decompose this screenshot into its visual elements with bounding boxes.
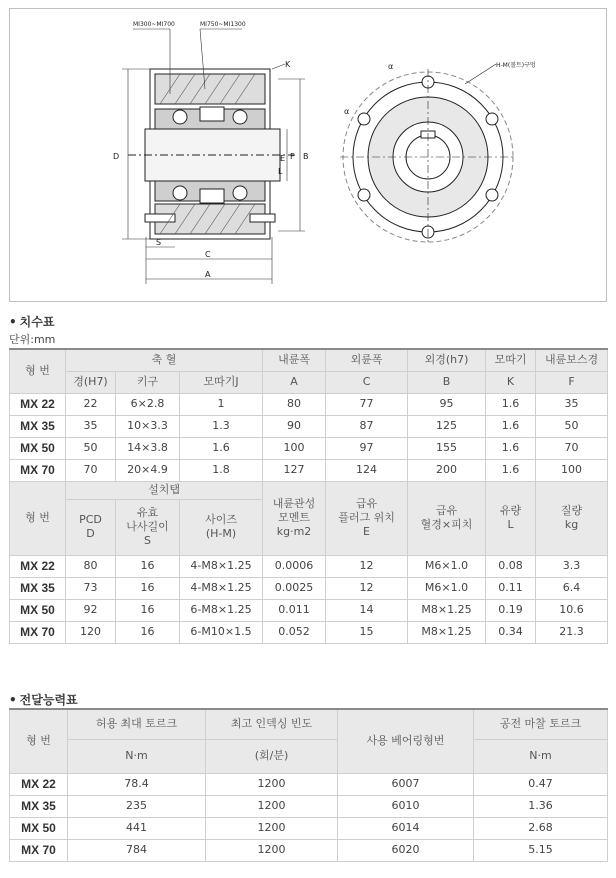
- table-cell: 92: [66, 599, 116, 621]
- capacity-title-text: 전달능력표: [19, 693, 78, 707]
- capacity-table: [9, 708, 608, 862]
- table-cell: 6020: [338, 839, 474, 861]
- table-cell: 16: [116, 555, 180, 577]
- table-cell: 50: [66, 437, 116, 459]
- table-cell: 155: [408, 437, 486, 459]
- technical-drawing: [9, 8, 607, 302]
- header-shaft-hole: 축 혈: [66, 349, 263, 371]
- depth-line-1: 유효: [136, 506, 159, 519]
- table-cell: 0.34: [486, 621, 536, 643]
- label-hm: H-M(볼트)구멍: [496, 62, 536, 69]
- header-outer-width: 외륜폭: [326, 349, 408, 371]
- table-cell: 70: [536, 437, 608, 459]
- header-col-c: C: [326, 371, 408, 393]
- table-cell: 78.4: [68, 773, 206, 795]
- table-cell: 6-M10×1.5: [180, 621, 263, 643]
- inertia-line-2: 모멘트: [278, 511, 310, 524]
- cap-header-idle: 공전 마찰 토르크: [474, 709, 608, 739]
- table-cell: M8×1.25: [408, 599, 486, 621]
- label-alpha: α: [388, 62, 394, 71]
- size-line-2: (H-M): [205, 527, 237, 540]
- table-row: [10, 415, 608, 437]
- table-cell: 120: [66, 621, 116, 643]
- model-cell: MX 70: [10, 621, 66, 643]
- header-col-f: F: [536, 371, 608, 393]
- table-cell: M6×1.0: [408, 577, 486, 599]
- dim-s: S: [156, 238, 162, 247]
- table-cell: 1200: [206, 773, 338, 795]
- unit-label: 단위:mm: [9, 333, 56, 346]
- table-cell: 6×2.8: [116, 393, 180, 415]
- table-cell: 6-M8×1.25: [180, 599, 263, 621]
- table-row: [10, 817, 608, 839]
- table-cell: 20×4.9: [116, 459, 180, 481]
- table-cell: 784: [68, 839, 206, 861]
- header2-oil: [408, 481, 486, 555]
- table-cell: 235: [68, 795, 206, 817]
- dim-c: C: [205, 250, 211, 259]
- header-col-a: A: [263, 371, 326, 393]
- model-cell: MX 50: [10, 437, 66, 459]
- table-cell: 1.3: [180, 415, 263, 437]
- header-model: 형 번: [10, 349, 66, 393]
- table-cell: 0.011: [263, 599, 326, 621]
- table-cell: 0.0025: [263, 577, 326, 599]
- table-cell: 5.15: [474, 839, 608, 861]
- table-cell: 16: [116, 599, 180, 621]
- mass-line-2: kg: [564, 518, 579, 531]
- depth-line-2: 나사길이: [126, 520, 169, 533]
- table-cell: 441: [68, 817, 206, 839]
- dim-d: D: [113, 152, 120, 161]
- header2-pcd: [66, 499, 116, 555]
- table-cell: 6014: [338, 817, 474, 839]
- table-row: [10, 839, 608, 861]
- table-cell: 125: [408, 415, 486, 437]
- table-cell: 0.08: [486, 555, 536, 577]
- inertia-line-3: kg·m2: [276, 525, 312, 538]
- table-cell: 80: [263, 393, 326, 415]
- table-cell: 6.4: [536, 577, 608, 599]
- table-cell: 80: [66, 555, 116, 577]
- cap-unit-idle: N·m: [474, 739, 608, 773]
- table-row: [10, 599, 608, 621]
- dimensions-table: [9, 348, 608, 644]
- dim-e: E: [280, 154, 286, 163]
- table-cell: 100: [536, 459, 608, 481]
- table-cell: 200: [408, 459, 486, 481]
- model-cell: MX 70: [10, 839, 68, 861]
- table-cell: 14×3.8: [116, 437, 180, 459]
- header2-plug: [326, 481, 408, 555]
- header-inner-width: 내륜폭: [263, 349, 326, 371]
- header2-model: 형 번: [10, 481, 66, 555]
- dim-f: F: [290, 152, 295, 161]
- header2-mass: [536, 481, 608, 555]
- header-col-b: B: [408, 371, 486, 393]
- header2-size: [180, 499, 263, 555]
- model-cell: MX 50: [10, 599, 66, 621]
- header2-flow: [486, 481, 536, 555]
- pcd-line-1: PCD: [79, 513, 102, 526]
- table-cell: 100: [263, 437, 326, 459]
- table-cell: 4-M8×1.25: [180, 555, 263, 577]
- oil-line-1: 급유: [435, 504, 458, 517]
- table-cell: 0.47: [474, 773, 608, 795]
- table-cell: 0.11: [486, 577, 536, 599]
- cap-header-index: 최고 인덱싱 빈도: [206, 709, 338, 739]
- table-cell: 10.6: [536, 599, 608, 621]
- table-cell: 1200: [206, 795, 338, 817]
- table-cell: 0.0006: [263, 555, 326, 577]
- header-bore: 경(H7): [66, 371, 116, 393]
- table-cell: 127: [263, 459, 326, 481]
- cap-header-torque: 허용 최대 토르크: [68, 709, 206, 739]
- table-cell: 1.6: [486, 437, 536, 459]
- model-cell: MX 35: [10, 795, 68, 817]
- table-cell: M8×1.25: [408, 621, 486, 643]
- dim-b: B: [303, 152, 309, 161]
- plug-line-2: 플러그 위치: [338, 511, 395, 524]
- dimensions-title-text: 치수표: [19, 315, 55, 329]
- table-cell: 10×3.3: [116, 415, 180, 437]
- capacity-title: [9, 691, 78, 708]
- table-cell: 35: [536, 393, 608, 415]
- model-cell: MX 35: [10, 415, 66, 437]
- table-cell: 22: [66, 393, 116, 415]
- table-cell: 2.68: [474, 817, 608, 839]
- header2-mount-tap: 설치탭: [66, 481, 263, 499]
- table-cell: 1.8: [180, 459, 263, 481]
- table-cell: 97: [326, 437, 408, 459]
- model-cell: MX 22: [10, 555, 66, 577]
- label-mi-b: MI750~MI1300: [200, 21, 246, 28]
- inertia-line-1: 내륜관성: [272, 497, 316, 510]
- cap-unit-torque: N·m: [68, 739, 206, 773]
- table-cell: 14: [326, 599, 408, 621]
- size-line-1: 사이즈: [205, 513, 237, 526]
- table-row: [10, 437, 608, 459]
- table-cell: 1200: [206, 817, 338, 839]
- plug-line-3: E: [363, 525, 370, 538]
- model-cell: MX 50: [10, 817, 68, 839]
- table-row: [10, 621, 608, 643]
- table-cell: 4-M8×1.25: [180, 577, 263, 599]
- table-row: [10, 577, 608, 599]
- table-cell: 16: [116, 621, 180, 643]
- table-row: [10, 773, 608, 795]
- cap-header-bearing: 사용 베어링형번: [338, 709, 474, 773]
- header2-depth: [116, 499, 180, 555]
- pcd-line-2: D: [86, 527, 95, 540]
- table-cell: 0.19: [486, 599, 536, 621]
- table-row: [10, 795, 608, 817]
- dim-k: K: [285, 60, 291, 69]
- table-cell: 12: [326, 577, 408, 599]
- model-cell: MX 35: [10, 577, 66, 599]
- table-cell: M6×1.0: [408, 555, 486, 577]
- table-row: [10, 459, 608, 481]
- table-cell: 21.3: [536, 621, 608, 643]
- table-cell: 90: [263, 415, 326, 437]
- dim-a: A: [205, 270, 211, 279]
- table-cell: 1.36: [474, 795, 608, 817]
- table-cell: 50: [536, 415, 608, 437]
- header-outer-dia: 외경(h7): [408, 349, 486, 371]
- header-chamfer-j: 모따기J: [180, 371, 263, 393]
- depth-line-3: S: [144, 534, 151, 547]
- table-cell: 3.3: [536, 555, 608, 577]
- dim-l: L: [278, 167, 283, 176]
- table-cell: 1.6: [486, 393, 536, 415]
- table-cell: 95: [408, 393, 486, 415]
- clutch-drawing-svg: [10, 9, 608, 303]
- model-cell: MX 22: [10, 773, 68, 795]
- table-cell: 73: [66, 577, 116, 599]
- flow-line-2: L: [507, 518, 514, 531]
- bullet-icon: •: [9, 315, 17, 329]
- table-row: [10, 393, 608, 415]
- table-cell: 12: [326, 555, 408, 577]
- header-keyway: 키구: [116, 371, 180, 393]
- table-cell: 1: [180, 393, 263, 415]
- table-cell: 16: [116, 577, 180, 599]
- table-cell: 70: [66, 459, 116, 481]
- table-cell: 15: [326, 621, 408, 643]
- table-cell: 6010: [338, 795, 474, 817]
- header2-inertia: [263, 481, 326, 555]
- header-inner-boss: 내륜보스경: [536, 349, 608, 371]
- header-col-k: K: [486, 371, 536, 393]
- model-cell: MX 70: [10, 459, 66, 481]
- table-cell: 124: [326, 459, 408, 481]
- plug-line-1: 급유: [355, 497, 378, 510]
- model-cell: MX 22: [10, 393, 66, 415]
- table-cell: 1.6: [180, 437, 263, 459]
- table-cell: 0.052: [263, 621, 326, 643]
- table-row: [10, 555, 608, 577]
- table-cell: 77: [326, 393, 408, 415]
- dimensions-title: [9, 313, 54, 330]
- table-cell: 1200: [206, 839, 338, 861]
- flow-line-1: 유량: [499, 504, 522, 517]
- label-mi-a: MI300~MI700: [133, 21, 175, 28]
- table-cell: 1.6: [486, 459, 536, 481]
- cap-unit-index: (회/분): [206, 739, 338, 773]
- oil-line-2: 혈경×피치: [420, 518, 473, 531]
- table-cell: 1.6: [486, 415, 536, 437]
- header-chamfer: 모따기: [486, 349, 536, 371]
- mass-line-1: 질량: [560, 504, 583, 517]
- bullet-icon: •: [9, 693, 17, 707]
- table-cell: 6007: [338, 773, 474, 795]
- table-cell: 87: [326, 415, 408, 437]
- table-cell: 35: [66, 415, 116, 437]
- cap-header-model: 형 번: [10, 709, 68, 773]
- label-alpha-2: α: [344, 107, 350, 116]
